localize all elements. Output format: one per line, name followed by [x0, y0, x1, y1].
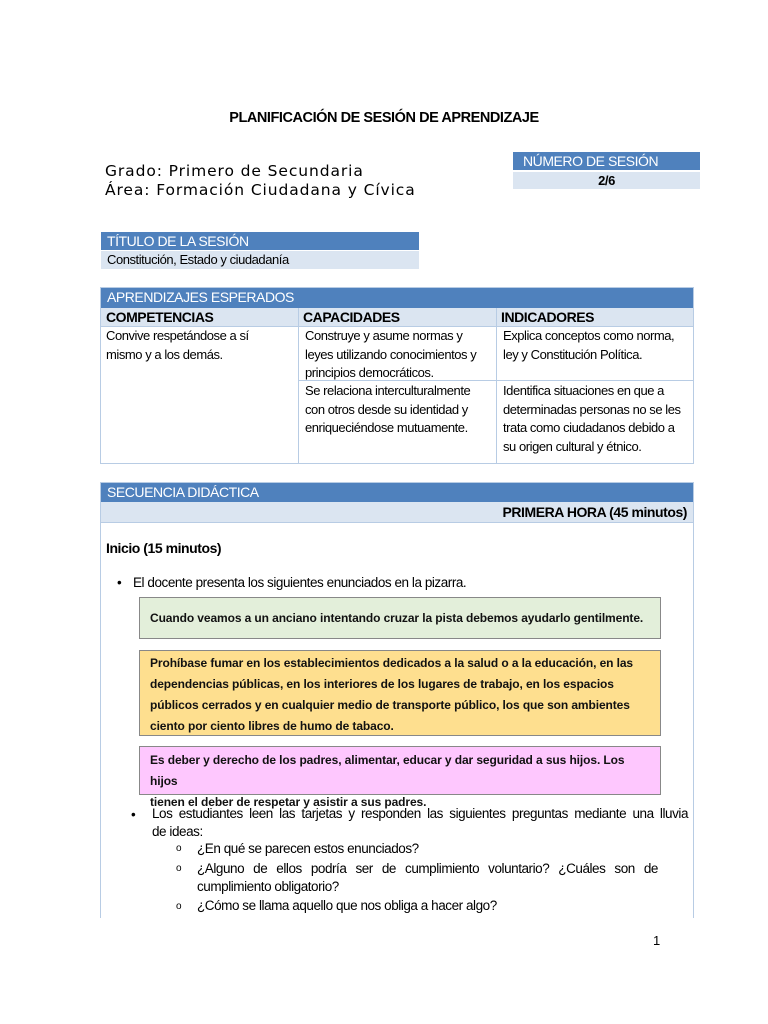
inicio-heading: Inicio (15 minutos): [106, 540, 222, 556]
numero-sesion-header: NÚMERO DE SESIÓN: [513, 152, 700, 170]
bullet-text-2: Los estudiantes leen las tarjetas y responden las siguientes preguntas mediante una lluvia de ideas:: [152, 806, 688, 839]
grado-line: Grado: Primero de Secundaria: [105, 162, 364, 180]
enunciado-card-orange: Prohíbase fumar en los establecimientos dedicados a la salud o a la educación, en las dependencias públicas, en los interiores de los lugares de trabajo, en los espacios públicos cerrados y en cualquier medio de transporte público, los que son ambientes ciento por ciento libres de humo de tabaco.: [139, 650, 661, 736]
page-number: 1: [653, 933, 661, 948]
table-divider: [298, 308, 299, 464]
sub-bullet: o: [176, 863, 182, 874]
bullet-text-1: El docente presenta los siguientes enunciados en la pizarra.: [133, 575, 467, 590]
numero-sesion-value: 2/6: [513, 172, 700, 189]
section-divider: [101, 522, 693, 523]
primera-hora-bar: PRIMERA HORA (45 minutos): [101, 502, 693, 522]
col-competencias: COMPETENCIAS: [101, 308, 298, 326]
enunciado-card-pink: Es deber y derecho de los padres, alimentar, educar y dar seguridad a sus hijos. Los hijos tienen el deber de respetar y asistir a sus padres.: [139, 746, 661, 795]
aprendizajes-table: [100, 287, 694, 464]
aprendizajes-header: APRENDIZAJES ESPERADOS: [101, 288, 693, 308]
bullet-dot: •: [117, 575, 122, 590]
pregunta-2: ¿Alguno de ellos podría ser de cumplimiento voluntario? ¿Cuáles son de cumplimiento obligatorio?: [197, 861, 658, 894]
enunciado-card-green: Cuando veamos a un anciano intentando cruzar la pista debemos ayudarlo gentilmente.: [139, 597, 661, 639]
col-indicadores: INDICADORES: [496, 308, 693, 326]
secuencia-header: SECUENCIA DIDÁCTICA: [101, 483, 693, 502]
indicador-cell-2: Identifica situaciones en que a determinadas personas no se les trata como ciudadanos debido a su origen cultural y étnico.: [503, 383, 681, 454]
indicador-cell-1: Explica conceptos como norma, ley y Constitución Política.: [503, 328, 675, 362]
titulo-sesion-value: Constitución, Estado y ciudadanía: [101, 251, 419, 269]
sub-bullet: o: [176, 843, 182, 854]
sub-bullet: o: [176, 901, 182, 912]
competencia-cell: Convive respetándose a sí mismo y a los demás.: [106, 328, 249, 362]
document-title: PLANIFICACIÓN DE SESIÓN DE APRENDIZAJE: [229, 110, 539, 126]
table-divider: [496, 308, 497, 464]
capacidad-cell-2: Se relaciona interculturalmente con otros desde su identidad y enriqueciéndose mutuamente.: [305, 383, 471, 435]
col-capacidades: CAPACIDADES: [298, 308, 496, 326]
pregunta-1: ¿En qué se parecen estos enunciados?: [197, 841, 419, 856]
titulo-sesion-header: TÍTULO DE LA SESIÓN: [101, 232, 419, 250]
pregunta-3: ¿Cómo se llama aquello que nos obliga a hacer algo?: [197, 898, 497, 913]
bullet-dot: •: [131, 807, 136, 822]
area-line: Área: Formación Ciudadana y Cívica: [105, 181, 416, 199]
capacidad-cell-1: Construye y asume normas y leyes utilizando conocimientos y principios democráticos.: [305, 328, 477, 380]
